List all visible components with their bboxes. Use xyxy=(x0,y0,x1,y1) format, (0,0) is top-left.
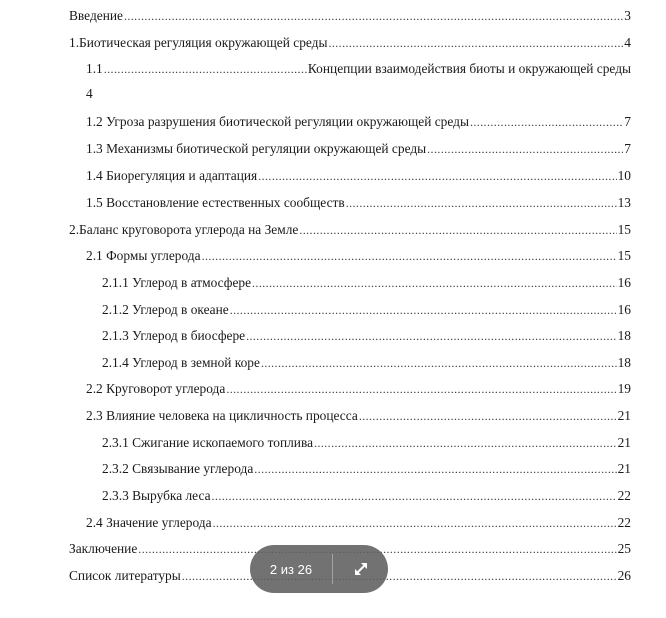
toc-entry-page: 3 xyxy=(624,8,631,23)
toc-entry-title: Список литературы xyxy=(69,568,181,583)
page-indicator-pill xyxy=(250,545,388,593)
toc-entry-2-1-2[interactable] xyxy=(102,296,631,318)
toc-entry-page: 4 xyxy=(624,35,631,50)
toc-entry-title-continued: Концепции взаимодействия биоты и окружающей среды xyxy=(307,61,631,76)
toc-entry-page: 7 xyxy=(624,141,631,156)
toc-entry-2-1-1[interactable] xyxy=(102,269,631,291)
dot-leader xyxy=(359,408,617,424)
toc-entry-1-2[interactable] xyxy=(86,108,631,130)
toc-entry-title: 2.1 Формы углерода xyxy=(86,248,201,263)
dot-leader xyxy=(124,8,623,24)
fullscreen-button[interactable] xyxy=(333,545,388,593)
dot-leader xyxy=(246,328,617,344)
toc-entry-page: 16 xyxy=(617,275,631,290)
toc-entry-title: 2.1.2 Углерод в океане xyxy=(102,302,229,317)
toc-entry-title: 2.1.4 Углерод в земной коре xyxy=(102,355,260,370)
toc-entry-chapter-1[interactable] xyxy=(69,29,631,51)
dot-leader xyxy=(346,195,617,211)
toc-entry-page: 13 xyxy=(617,195,631,210)
toc-entry-page: 25 xyxy=(617,541,631,556)
toc-entry-page: 4 xyxy=(86,86,93,101)
dot-leader xyxy=(328,35,623,51)
page-counter: 2 из 26 xyxy=(269,561,313,577)
toc-entry-title: 1.3 Механизмы биотической регуляции окружающей среды xyxy=(86,141,427,156)
toc-entry-title: 1.4 Биорегуляция и адаптация xyxy=(86,168,258,183)
toc-entry-title: 2.1.3 Углерод в биосфере xyxy=(102,328,246,343)
dot-leader xyxy=(213,515,617,531)
toc-entry-page: 21 xyxy=(617,408,631,423)
toc-entry-2-3[interactable] xyxy=(86,402,631,424)
toc-entry-title: 2.3.2 Связывание углерода xyxy=(102,461,254,476)
toc-entry-title: 1.5 Восстановление естественных сообществ xyxy=(86,195,345,210)
toc-entry-title: 2.3.1 Сжигание ископаемого топлива xyxy=(102,435,314,450)
toc-entry-title: 1.1 xyxy=(86,61,103,76)
toc-entry-title: 2.2 Круговорот углерода xyxy=(86,381,226,396)
toc-entry-1-4[interactable] xyxy=(86,162,631,184)
toc-entry-title: 2.1.1 Углерод в атмосфере xyxy=(102,275,252,290)
toc-entry-2-3-1[interactable] xyxy=(102,429,631,451)
toc-entry-title: 2.Баланс круговорота углерода на Земле xyxy=(69,222,299,237)
toc-entry-title: Заключение xyxy=(69,541,138,556)
toc-entry-2-1-3[interactable] xyxy=(102,322,631,344)
dot-leader xyxy=(254,461,616,477)
toc-entry-page: 26 xyxy=(617,568,631,583)
toc-entry-title: 2.4 Значение углерода xyxy=(86,515,212,530)
toc-entry-page: 10 xyxy=(617,168,631,183)
dot-leader xyxy=(258,168,616,184)
toc-entry-page: 15 xyxy=(617,248,631,263)
toc-entry-2-2[interactable] xyxy=(86,375,631,397)
toc-entry-chapter-2[interactable] xyxy=(69,216,631,238)
dot-leader xyxy=(314,435,617,451)
toc-entry-2-3-2[interactable] xyxy=(102,455,631,477)
expand-arrows-icon xyxy=(352,560,370,578)
dot-leader xyxy=(261,355,617,371)
dot-leader xyxy=(212,488,617,504)
toc-entry-1-1[interactable] xyxy=(86,55,631,77)
toc-entry-title: 2.3.3 Вырубка леса xyxy=(102,488,211,503)
toc-entry-page: 22 xyxy=(617,488,631,503)
toc-entry-title: 1.Биотическая регуляция окружающей среды xyxy=(69,35,328,50)
toc-entry-page: 7 xyxy=(624,114,631,129)
toc-entry-2-1-4[interactable] xyxy=(102,349,631,371)
dot-leader xyxy=(427,141,623,157)
dot-leader xyxy=(202,248,617,264)
toc-entry-1-5[interactable] xyxy=(86,189,631,211)
dot-leader xyxy=(182,568,617,584)
toc-entry-page: 16 xyxy=(617,302,631,317)
toc-entry-introduction[interactable] xyxy=(69,2,631,24)
toc-entry-2-1[interactable] xyxy=(86,242,631,264)
dot-leader xyxy=(299,222,616,238)
toc-entry-title: 2.3 Влияние человека на цикличность процесса xyxy=(86,408,358,423)
dot-leader xyxy=(230,302,617,318)
toc-entry-page: 22 xyxy=(617,515,631,530)
toc-entry-page: 15 xyxy=(617,222,631,237)
dot-leader xyxy=(104,61,307,77)
toc-entry-1-3[interactable] xyxy=(86,135,631,157)
toc-entry-page: 19 xyxy=(617,381,631,396)
toc-entry-page: 21 xyxy=(617,435,631,450)
toc-entry-page: 21 xyxy=(617,461,631,476)
toc-entry-page: 18 xyxy=(617,355,631,370)
dot-leader xyxy=(226,381,616,397)
dot-leader xyxy=(470,114,623,130)
toc-entry-title: 1.2 Угроза разрушения биотической регуляции окружающей среды xyxy=(86,114,469,129)
toc-entry-2-4[interactable] xyxy=(86,509,631,531)
toc-entry-title: Введение xyxy=(69,8,123,23)
toc-entry-page: 18 xyxy=(617,328,631,343)
toc-entry-2-3-3[interactable] xyxy=(102,482,631,504)
dot-leader xyxy=(252,275,617,291)
